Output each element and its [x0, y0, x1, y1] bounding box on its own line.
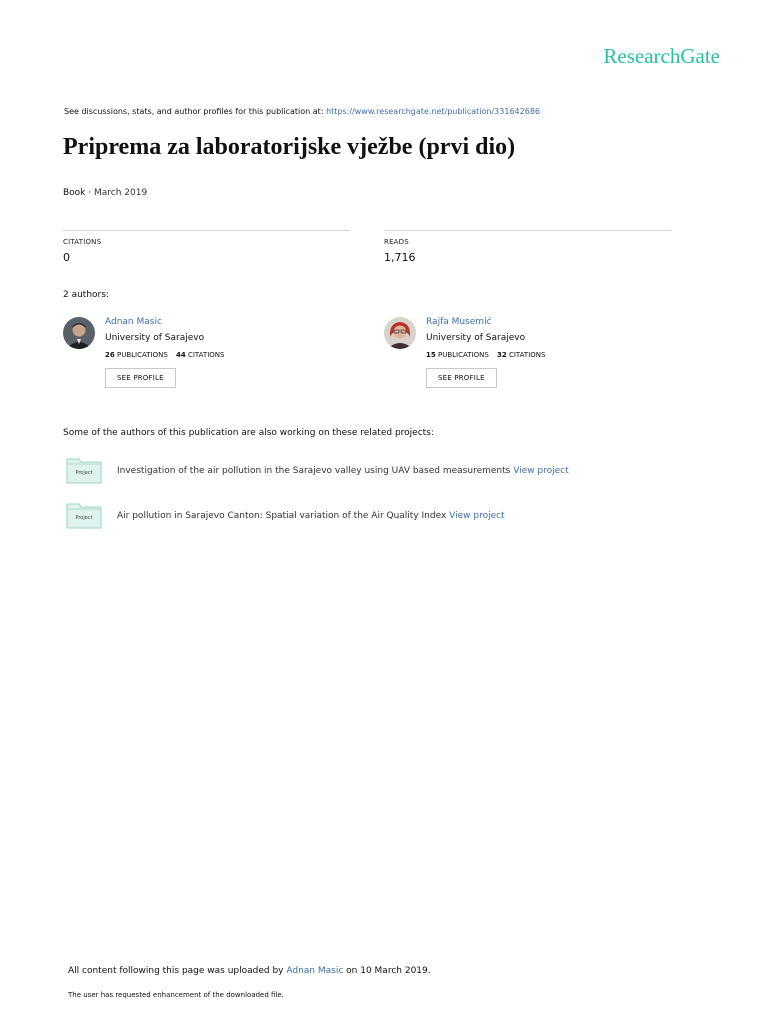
related-project-item [66, 501, 686, 531]
citations-value: 0 [63, 251, 70, 264]
publication-url-link[interactable]: https://www.researchgate.net/publication/331642686 [326, 107, 540, 116]
citations-label: CITATIONS [63, 238, 102, 246]
related-project-item [66, 456, 686, 486]
view-project-link[interactable]: View project [513, 466, 569, 476]
author-citations-label: CITATIONS [187, 351, 225, 359]
related-projects-heading: Some of the authors of this publication are also working on these related projects: [63, 428, 434, 438]
author-info [105, 317, 224, 388]
author-institution: University of Sarajevo [105, 333, 205, 343]
author-counts [105, 351, 224, 359]
publications-count: 26 [105, 351, 115, 359]
project-folder-icon [66, 501, 102, 529]
author-avatar[interactable] [63, 317, 95, 349]
enhancement-note: The user has requested enhancement of the downloaded file. [68, 991, 284, 999]
author-card [384, 317, 644, 397]
upload-prefix: All content following this page was uploaded by [68, 966, 287, 976]
author-info [426, 317, 545, 388]
researchgate-logo[interactable]: ResearchGate [603, 44, 720, 68]
author-avatar[interactable] [384, 317, 416, 349]
publication-title: Priprema za laboratorijske vježbe (prvi dio) [63, 134, 516, 160]
author-card [63, 317, 323, 397]
project-description [117, 466, 569, 476]
author-photo-icon [63, 317, 95, 349]
reads-label: READS [384, 238, 409, 246]
discussion-text: See discussions, stats, and author profiles for this publication at: [64, 107, 327, 116]
uploader-link[interactable]: Adnan Masic [286, 966, 344, 976]
project-title: Investigation of the air pollution in the Sarajevo valley using UAV based measurements [117, 466, 514, 476]
author-citations-count: 44 [176, 351, 186, 359]
publications-label: PUBLICATIONS [437, 351, 489, 359]
view-project-link[interactable]: View project [449, 511, 505, 521]
publication-date: · March 2019 [85, 188, 148, 198]
see-profile-button[interactable]: SEE PROFILE [105, 368, 176, 388]
author-name-link[interactable]: Rajfa Musemić [426, 317, 492, 327]
author-institution: University of Sarajevo [426, 333, 526, 343]
author-counts [426, 351, 545, 359]
author-citations-count: 32 [497, 351, 507, 359]
reads-stat [384, 230, 671, 264]
see-profile-button[interactable]: SEE PROFILE [426, 368, 497, 388]
discussion-line [64, 107, 540, 116]
author-photo-icon [384, 317, 416, 349]
project-description [117, 511, 505, 521]
project-badge: Project [75, 515, 93, 521]
publication-type: Book [63, 188, 86, 198]
project-title: Air pollution in Sarajevo Canton: Spatial variation of the Air Quality Index [117, 511, 450, 521]
author-citations-label: CITATIONS [508, 351, 546, 359]
project-badge: Project [75, 470, 93, 476]
upload-suffix: on 10 March 2019. [343, 966, 431, 976]
publication-meta [63, 188, 147, 198]
reads-value: 1,716 [384, 251, 416, 264]
project-folder-icon [66, 456, 102, 484]
citations-stat [63, 230, 350, 264]
upload-note [68, 966, 431, 976]
publications-label: PUBLICATIONS [116, 351, 168, 359]
authors-heading: 2 authors: [63, 290, 109, 300]
author-name-link[interactable]: Adnan Masic [105, 317, 162, 327]
publications-count: 15 [426, 351, 436, 359]
